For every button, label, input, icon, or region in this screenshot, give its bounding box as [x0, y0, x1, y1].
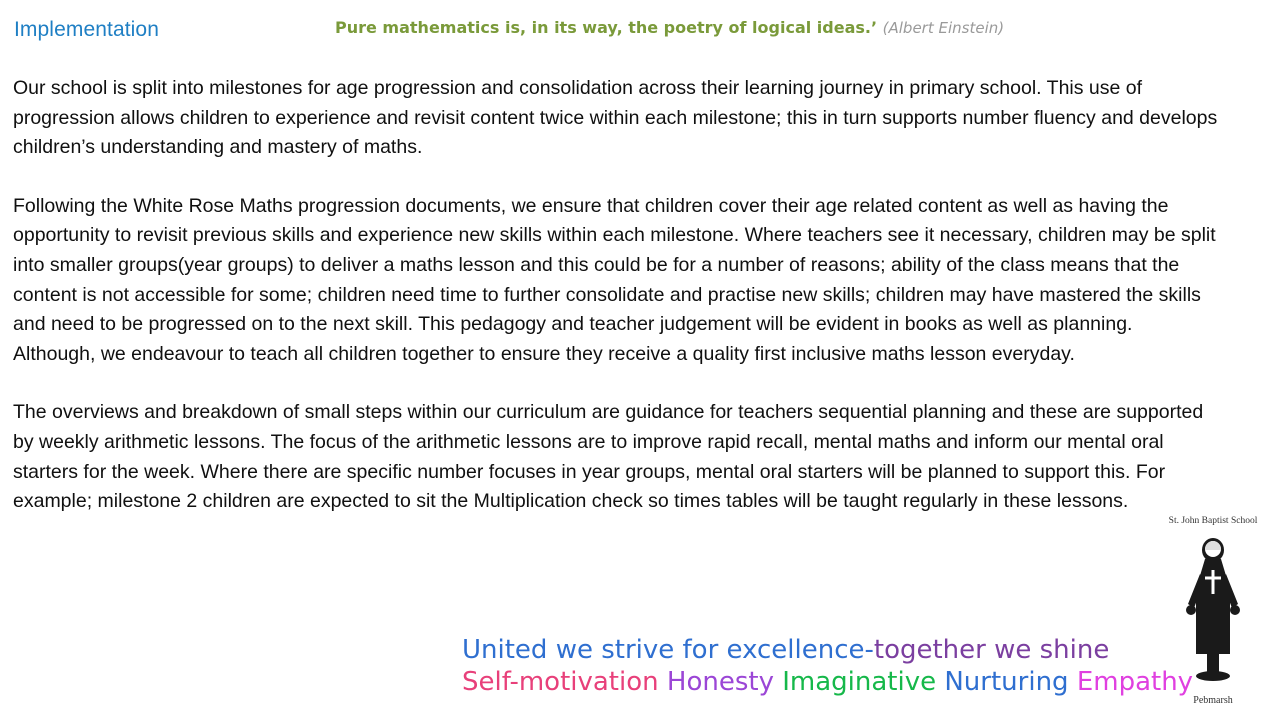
strapline-word-self-motivation: Self-motivation [462, 667, 659, 697]
school-logo [1158, 512, 1268, 712]
school-logo-arc-text: St. John Baptist School [1168, 516, 1258, 526]
paragraph-1: Our school is split into milestones for age progression and consolidation across their learning journey in primary school. This use of progression allows children to experience and revisit content twice within each milestone; this in turn supports number fluency and develops children’s understanding and mastery of maths. [13, 77, 1218, 159]
school-logo-location: Pebmarsh [1193, 695, 1233, 706]
strapline-line-2 [462, 666, 1194, 698]
strapline-word-nurturing: Nurturing [944, 667, 1069, 697]
saint-figure-icon [1180, 534, 1246, 684]
quote-banner [335, 18, 1005, 37]
strapline-word-empathy: Empathy [1076, 667, 1194, 697]
school-strapline [462, 634, 1194, 698]
paragraph-3: The overviews and breakdown of small steps within our curriculum are guidance for teachers sequential planning and these are supported by weekly arithmetic lessons. The focus of the arithmetic lessons are to improve rapid recall, mental maths and inform our mental oral starters for the week. Where there are specific number focuses in year groups, mental oral starters will be planned to support this. For example; milestone 2 children are expected to sit the Multiplication check so times tables will be taught regularly in these lessons. [13, 401, 1204, 513]
strapline-together: together we shine [873, 635, 1110, 665]
page-title: Implementation [14, 18, 159, 41]
strapline-word-honesty: Honesty [666, 667, 774, 697]
quote-text: Pure mathematics is, in its way, the poetry of logical ideas.’ [335, 18, 878, 37]
body-text [13, 74, 1218, 517]
paragraph-2: Following the White Rose Maths progression documents, we ensure that children cover their age related content as well as having the opportunity to revisit previous skills and experience new skills within each milestone. Where teachers see it necessary, children may be split into smaller groups(year groups) to deliver a maths lesson and this could be for a number of reasons; ability of the class means that the content is not accessible for some; children need time to further consolidate and practise new skills; children may have mastered the skills and need to be progressed on to the next skill. This pedagogy and teacher judgement will be evident in books as well as planning. Although, we endeavour to teach all children together to ensure they receive a quality first inclusive maths lesson everyday. [13, 194, 1216, 365]
quote-attribution: (Albert Einstein) [882, 19, 1005, 37]
strapline-line-1 [462, 634, 1162, 666]
strapline-word-imaginative: Imaginative [782, 667, 937, 697]
strapline-united: United we strive for excellence- [462, 635, 874, 665]
